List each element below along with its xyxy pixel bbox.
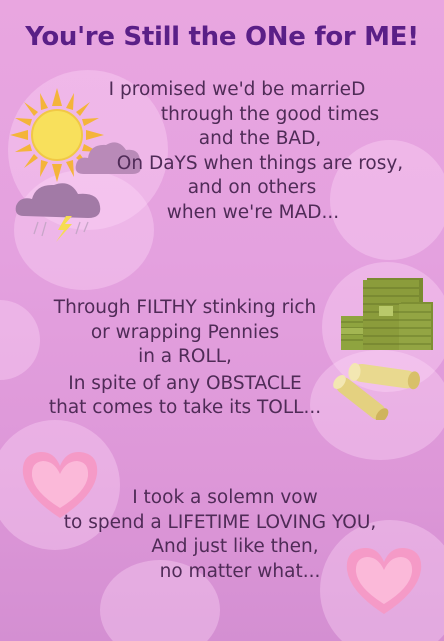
verse-line: And just like then, (151, 536, 319, 557)
verse-line: and on others (187, 177, 317, 198)
verse-line: or wrapping Pennies (90, 321, 280, 343)
verse-line: in a ROLL, (138, 346, 232, 367)
verse-line: when we're MAD... (166, 201, 340, 223)
money-stack-icon (339, 276, 437, 356)
stanza-1 (70, 78, 430, 225)
stanza-2 (30, 296, 340, 421)
verse-line: In spite of any OBSTACLE (68, 372, 302, 394)
verse-line: no matter what... (159, 560, 321, 582)
verse-line: through the good times (160, 103, 380, 125)
verse-line: On DaYS when things are rosy, (116, 152, 404, 174)
verse-line: I promised we'd be marrieD (108, 79, 366, 100)
penny-rolls-icon (330, 358, 424, 420)
verse-line: that comes to take its TOLL... (48, 397, 322, 418)
verse-line: and the BAD, (198, 128, 322, 149)
verse-line: Through FILTHY stinking rich (53, 297, 317, 318)
verse-line: to spend a LIFETIME LOVING YOU, (63, 511, 377, 533)
verse-line: I took a solemn vow (132, 487, 318, 508)
card-title: You're Still the ONe for ME! (25, 22, 419, 52)
stanza-3 (40, 486, 400, 584)
